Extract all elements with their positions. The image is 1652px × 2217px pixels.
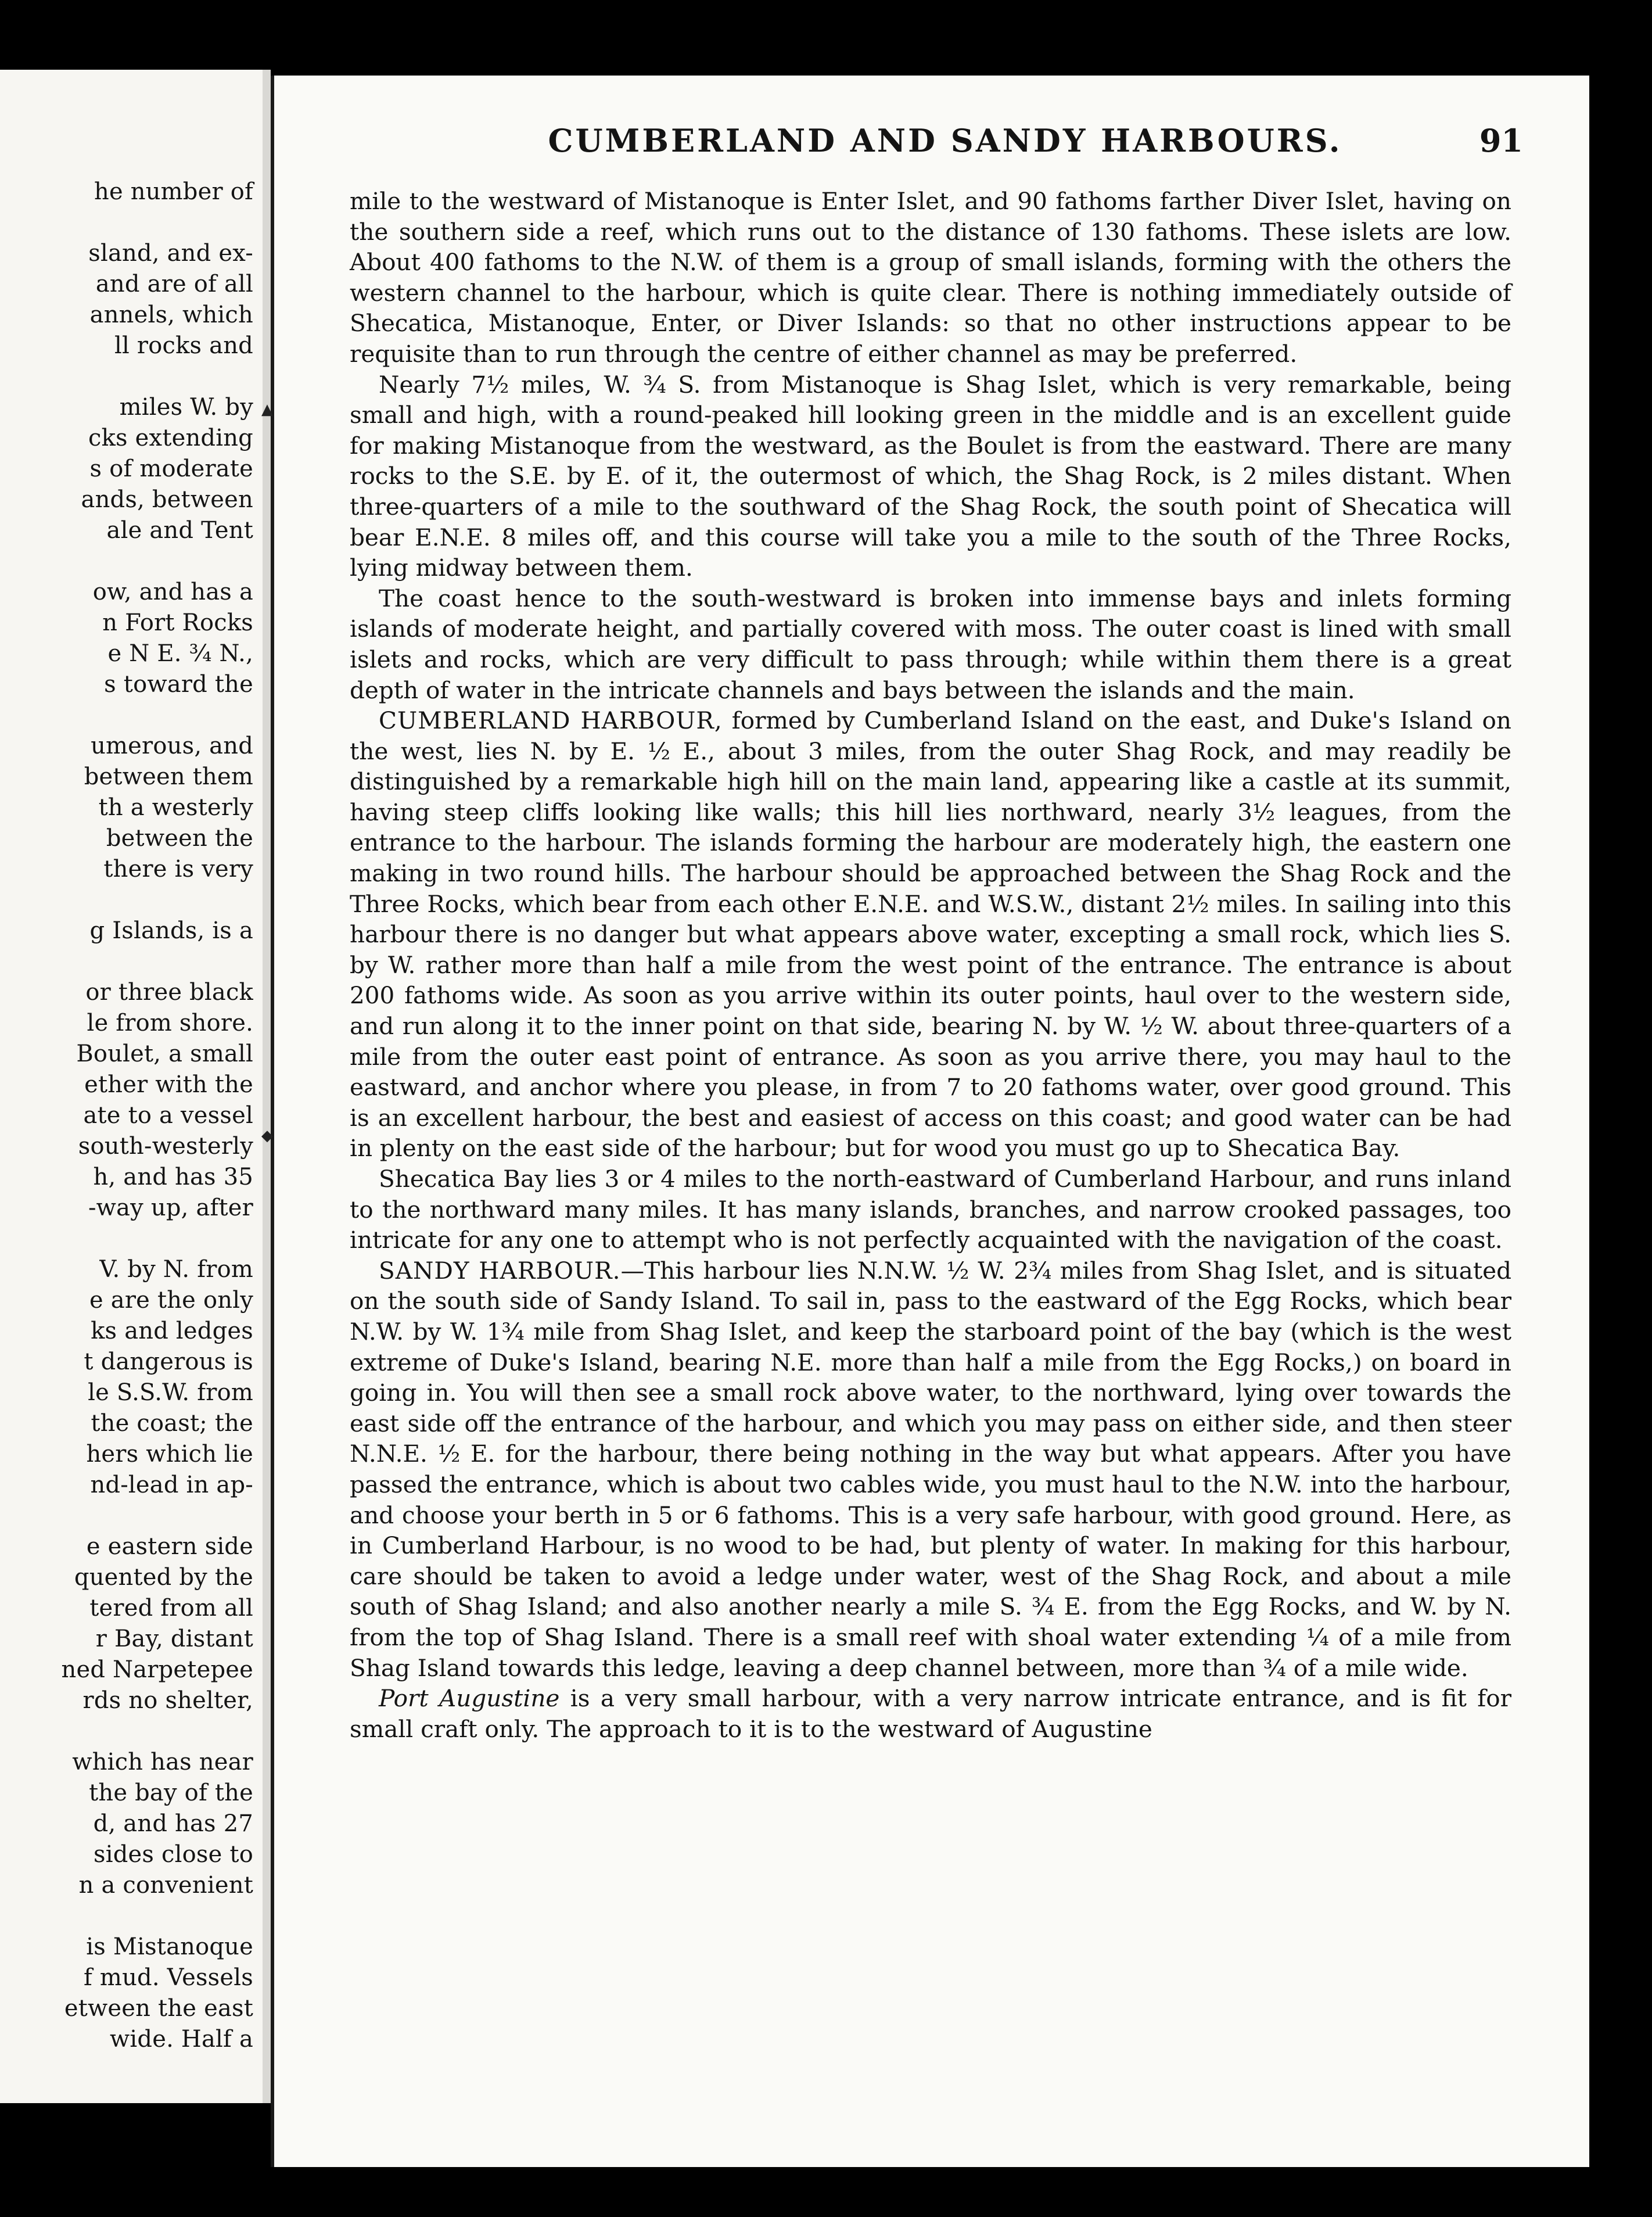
section-heading: Port Augustine xyxy=(379,1684,560,1713)
facing-page-line: e are the only xyxy=(89,1287,253,1314)
facing-page-line: h, and has 35 xyxy=(93,1164,253,1190)
margin-mark: ◆ xyxy=(261,1127,273,1145)
facing-page-line: e eastern side xyxy=(86,1533,253,1560)
section-heading: CUMBERLAND HARBOUR, xyxy=(379,706,723,735)
paragraph xyxy=(350,705,1511,1164)
facing-page-line: le S.S.W. from xyxy=(88,1379,253,1406)
facing-page-line: and are of all xyxy=(95,271,253,297)
facing-page-line: d, and has 27 xyxy=(93,1810,253,1837)
section-heading: SANDY HARBOUR. xyxy=(379,1256,621,1285)
facing-page-line: etween the east xyxy=(64,1995,253,2022)
paragraph: Shecatica Bay lies 3 or 4 miles to the north-eastward of Cumberland Harbour, and runs inland to the northward many miles. It has many islands, branches, and narrow crooked passages, too intricate for any one to attempt who is not perfectly acquainted with the navigation of the coast. xyxy=(350,1165,1511,1254)
facing-page-line: or three black xyxy=(85,979,253,1006)
page-number: 91 xyxy=(1479,122,1523,159)
paragraph-text: —This harbour lies N.N.W. ½ W. 2¾ miles from Shag Islet, and is situated on the south side of Sandy Island. To sail in, pass to the eastward of the Egg Rocks, which bear N.W. by W. 1¾ mile from Shag Islet, and keep the starboard point of the bay (which is the west extreme of Duke's Island, bearing N.E. more than half a mile from the Egg Rocks,) on board in going in. You will then see a small rock above water, to the northward, lying over towards the east side off the entrance of the harbour, and which you may pass on either side, and then steer N.N.E. ½ E. for the harbour, there being nothing in the way but what appears. After you have passed the entrance, which is about two cables wide, you must haul to the N.W. into the harbour, and choose your berth in 5 or 6 fathoms. This is a very safe harbour, with good ground. Here, as in Cumberland Harbour, is no wood to be had, but plenty of water. In making for this harbour, care should be taken to avoid a ledge under water, west of the Shag Rock, and about a mile south of Shag Island; and also another nearly a mile S. ¾ E. from the Egg Rocks, and W. by N. from the top of Shag Island. There is a small reef with shoal water extending ¼ of a mile from Shag Island towards this ledge, leaving a deep channel between, more than ¾ of a mile wide. xyxy=(350,1256,1511,1682)
facing-page-line: f mud. Vessels xyxy=(84,1964,253,1991)
facing-page-line: Boulet, a small xyxy=(76,1041,253,1067)
facing-page-line: wide. Half a xyxy=(109,2026,253,2053)
facing-page-line: th a westerly xyxy=(98,794,253,821)
facing-page-line: which has near xyxy=(72,1749,253,1775)
facing-page-line: ll rocks and xyxy=(114,332,253,359)
facing-page xyxy=(0,70,263,2103)
facing-page-line: ned Narpetepee xyxy=(61,1656,253,1683)
facing-page-line: the bay of the xyxy=(89,1780,253,1806)
facing-page-line: g Islands, is a xyxy=(89,917,253,944)
running-header: CUMBERLAND AND SANDY HARBOURS. xyxy=(548,122,1342,159)
facing-page-line: r Bay, distant xyxy=(95,1626,253,1652)
facing-page-line: t dangerous is xyxy=(84,1348,253,1375)
facing-page-line: the coast; the xyxy=(91,1410,253,1437)
facing-page-line: -way up, after xyxy=(88,1194,253,1221)
facing-page-line: s toward the xyxy=(104,671,253,698)
facing-page-line: south-westerly xyxy=(78,1133,253,1160)
facing-page-line: le from shore. xyxy=(87,1010,253,1036)
facing-page-line: V. by N. from xyxy=(99,1256,253,1283)
facing-page-line: is Mistanoque xyxy=(86,1933,253,1960)
facing-page-line: rds no shelter, xyxy=(82,1687,253,1714)
paragraph: Nearly 7½ miles, W. ¾ S. from Mistanoque is Shag Islet, which is very remarkable, being small and high, with a round-peaked hill looking green in the middle and is an excellent guide for making Mistanoque from the westward, as the Boulet is from the eastward. There are many rocks to the S.E. by E. of it, the outermost of which, the Shag Rock, is 2 miles distant. When three-quarters of a mile to the southward of the Shag Rock, the south point of Shecatica will bear E.N.E. 8 miles off, and this course will take you a mile to the south of the Three Rocks, lying midway between them. xyxy=(350,370,1511,582)
facing-page-line: e N E. ¾ N., xyxy=(107,640,253,667)
facing-page-line: he number of xyxy=(94,178,253,205)
facing-page-line: n Fort Rocks xyxy=(102,609,253,636)
margin-mark: ▲ xyxy=(261,401,273,418)
body-text xyxy=(350,186,1511,1744)
paragraph xyxy=(350,1255,1511,1683)
facing-page-line: annels, which xyxy=(89,302,253,328)
facing-page-line: tered from all xyxy=(89,1595,253,1622)
paragraph: mile to the westward of Mistanoque is Enter Islet, and 90 fathoms farther Diver Islet, having on the southern side a reef, which runs out to the distance of 130 fathoms. These islets are low. About 400 fathoms to the N.W. of them is a group of small islands, forming with the others the western channel to the harbour, which is quite clear. There is nothing immediately outside of Shecatica, Mistanoque, Enter, or Diver Islands: so that no other instructions appear to be requisite than to run through the centre of either channel as may be preferred. xyxy=(350,187,1511,368)
facing-page-line: n a convenient xyxy=(78,1872,253,1899)
paragraph-text: is a very small harbour, with a very narrow intricate entrance, and is fit for small craft only. The approach to it is to the westward of Augustine xyxy=(350,1684,1511,1743)
facing-page-line: umerous, and xyxy=(91,733,253,759)
facing-page-line: between the xyxy=(106,825,253,852)
facing-page-line: between them xyxy=(84,763,253,790)
facing-page-line: nd-lead in ap- xyxy=(90,1472,253,1498)
facing-page-line: ale and Tent xyxy=(106,517,253,544)
facing-page-line: ks and ledges xyxy=(91,1318,253,1344)
facing-page-line: sides close to xyxy=(94,1841,253,1868)
facing-page-line: there is very xyxy=(103,856,253,883)
facing-page-line: ate to a vessel xyxy=(83,1102,253,1129)
facing-page-line: s of moderate xyxy=(89,455,253,482)
facing-page-line: hers which lie xyxy=(86,1441,253,1468)
facing-page-line: ands, between xyxy=(81,486,253,513)
facing-page-line: cks extending xyxy=(88,425,253,451)
paragraph: The coast hence to the south-westward is broken into immense bays and inlets forming islands of moderate height, and partially covered with moss. The outer coast is lined with small islets and rocks, which are very difficult to pass through; while within them there is a great depth of water in the intricate channels and bays between the islands and the main. xyxy=(350,584,1511,704)
facing-page-line: quented by the xyxy=(74,1564,253,1591)
facing-page-line: ow, and has a xyxy=(92,579,253,605)
paragraph-text: formed by Cumberland Island on the east, and Duke's Island on the west, lies N. by E. ½ E., about 3 miles, from the outer Shag Rock, and may readily be distinguished by a remarkable high hill on the main land, appearing like a castle at its summit, having steep cliffs looking like walls; this hill lies northward, nearly 3½ leagues, from the entrance to the harbour. The islands forming the harbour are moderately high, the eastern one making in two round hills. The harbour should be approached between the Shag Rock and the Three Rocks, which bear from each other E.N.E. and W.S.W., distant 2½ miles. In sailing into this harbour there is no danger but what appears above water, excepting a small rock, which lies S. by W. rather more than half a mile from the west point of the entrance. The entrance is about 200 fathoms wide. As soon as you arrive within its outer points, haul over to the western side, and run along it to the inner point on that side, bearing N. by W. ½ W. about three-quarters of a mile from the outer east point of entrance. As soon as you arrive there, you may haul to the eastward, and anchor where you please, in from 7 to 20 fathoms water, over good ground. This is an excellent harbour, the best and easiest of access on this coast; and good water can be had in plenty on the east side of the harbour; but for wood you must go up to Shecatica Bay. xyxy=(350,706,1511,1163)
page-gutter xyxy=(263,70,271,2103)
book-page xyxy=(261,76,1589,2167)
facing-page-line: miles W. by xyxy=(119,394,253,421)
facing-page-line: sland, and ex- xyxy=(88,240,253,267)
facing-page-line: ether with the xyxy=(84,1071,253,1098)
paragraph xyxy=(350,1683,1511,1744)
